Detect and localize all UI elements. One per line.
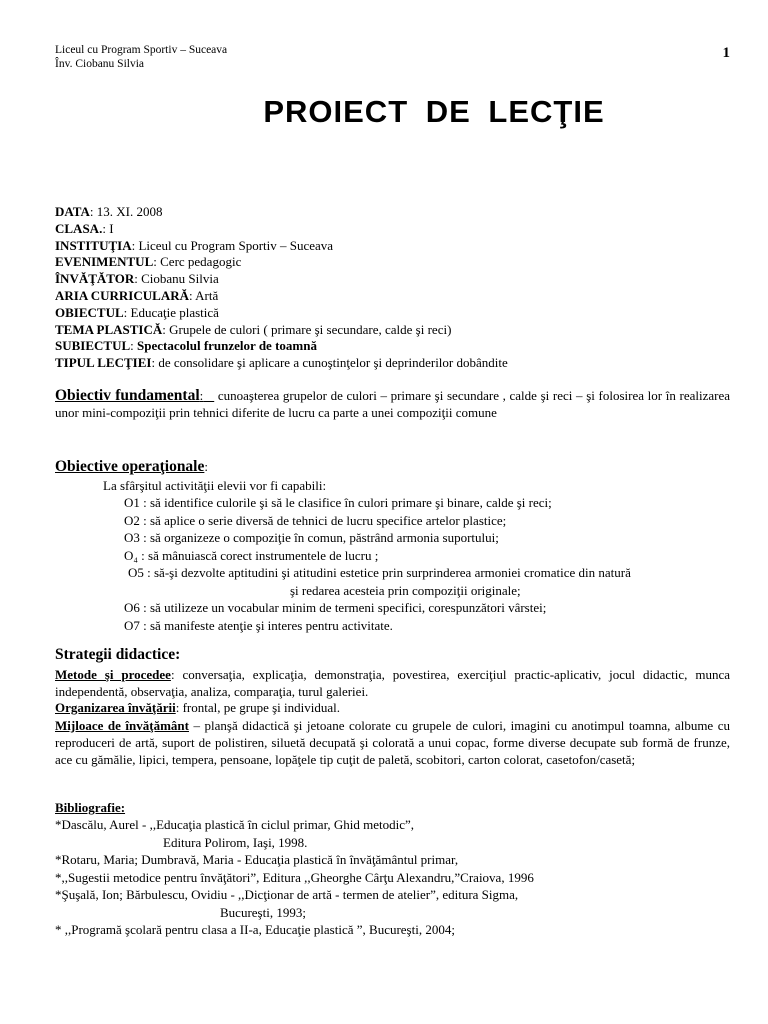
bibliography-entry: *Dascălu, Aurel - ,,Educaţia plastică în ciclul primar, Ghid metodic”, <box>55 817 415 832</box>
bibliography-entry: Editura Polirom, Iaşi, 1998. <box>163 834 308 850</box>
info-sep: : <box>188 287 196 303</box>
info-value: Artă <box>195 287 219 303</box>
list-item: şi redarea acesteia prin compoziţii originale; <box>290 582 521 598</box>
info-row <box>55 238 730 255</box>
organization-paragraph <box>55 700 730 716</box>
strategies-section <box>55 646 730 664</box>
list-item: O2 : să aplice o serie diversă de tehnici de lucru specifice artelor plastice; <box>124 512 507 528</box>
fundamental-objective <box>55 387 730 421</box>
info-value: de consolidare şi aplicare a cunoştinţelor şi deprinderilor dobândite <box>158 355 508 371</box>
methods-text: : conversaţia, explicaţia, demonstraţia, povestirea, exerciţiul practic-aplicativ, jocul didactic, munca independentă, observaţia, analiza, comparaţia, turul galeriei. <box>55 667 730 699</box>
info-label: SUBIECTUL <box>55 338 131 354</box>
info-row <box>55 338 730 355</box>
info-sep: : <box>89 204 97 219</box>
info-row <box>55 305 730 322</box>
info-value: Ciobanu Silvia <box>141 271 219 287</box>
fundamental-heading: Obiectiv fundamental <box>55 387 200 404</box>
info-sep: : <box>130 338 138 354</box>
bibliography-entry: *,,Sugestii metodice pentru învăţători”, Editura ,,Gheorghe Cârţu Alexandru,”Craiova, 1996 <box>55 869 534 885</box>
list-item: O₄ : să mânuiască corect instrumentele de lucru ; <box>124 547 379 563</box>
page-number: 1 <box>722 45 730 61</box>
info-sep: : <box>153 254 161 270</box>
info-row <box>55 271 730 288</box>
info-row <box>55 221 730 238</box>
info-label: ARIA CURRICULARĂ <box>55 287 189 303</box>
info-sep: : <box>123 304 131 320</box>
info-value: Educaţie plastică <box>130 304 219 320</box>
info-label: TEMA PLASTICĂ <box>55 321 163 337</box>
strategies-heading: Strategii didactice: <box>55 646 181 663</box>
fundamental-colon: : <box>199 388 204 403</box>
list-item: O6 : să utilizeze un vocabular minim de termeni specifici, corespunzători vârstei; <box>124 600 547 615</box>
means-label: Mijloace de învăţământ <box>55 718 189 733</box>
info-value: 13. XI. 2008 <box>96 204 163 219</box>
bibliography-entry: *Şuşală, Ion; Bărbulescu, Ovidiu - ,,Dicţionar de artă - termen de atelier”, editura Sigma, <box>55 887 519 902</box>
means-text: – planşă didactică şi jetoane colorate cu grupele de culori, imagini cu anotimpul toamna, albume cu reproduceri de artă, suport de polistiren, siluetă decupată şi colorată a unui copac, forme diverse decupate sub formă de frunze, ace cu gămălie, lipici, tempera, pensoane, lopăţele tip cuţit de paletă, scobitori, carton colorat, casetofon/casetă; <box>55 718 730 767</box>
operational-intro: La sfârşitul activităţii elevii vor fi capabili: <box>103 478 327 493</box>
lesson-info <box>55 204 730 372</box>
bibliography-entry: *Rotaru, Maria; Dumbravă, Maria - Educaţia plastică în învăţământul primar, <box>55 852 459 867</box>
info-value: Spectacolul frunzelor de toamnă <box>137 338 317 354</box>
bibliography-section <box>55 800 730 816</box>
list-item: O7 : să manifeste atenţie şi interes pentru activitate. <box>124 617 393 633</box>
header-school: Liceul cu Program Sportiv – Suceava <box>55 44 228 56</box>
info-sep: : <box>151 355 159 371</box>
organization-text: : frontal, pe grupe şi individual. <box>175 700 340 715</box>
info-sep: : <box>134 271 142 287</box>
info-sep: : <box>162 321 170 337</box>
info-sep: : <box>102 220 110 236</box>
header-teacher: Înv. Ciobanu Silvia <box>55 58 145 70</box>
list-item: O1 : să identifice culorile şi să le clasifice în culori primare şi binare, calde şi reci; <box>124 495 552 510</box>
page-title: PROIECT DE LECŢIE <box>263 94 605 129</box>
info-label: EVENIMENTUL <box>55 254 154 270</box>
info-label: CLASA. <box>55 220 103 236</box>
methods-paragraph <box>55 666 730 700</box>
bibliography-heading: Bibliografie: <box>55 800 126 815</box>
info-row <box>55 322 730 339</box>
operational-heading-line <box>55 458 730 476</box>
info-label: DATA <box>55 204 90 219</box>
info-value: Liceul cu Program Sportiv – Suceava <box>138 237 334 253</box>
list-item: O3 : să organizeze o compoziţie în comun, păstrând armonia suportului; <box>124 530 499 545</box>
info-value: I <box>109 220 114 236</box>
info-sep: : <box>131 237 139 253</box>
info-label: ÎNVĂŢĂTOR <box>55 271 135 287</box>
operational-list <box>124 494 631 634</box>
operational-colon: : <box>204 459 208 474</box>
operational-heading: Obiective operaţionale <box>55 458 205 475</box>
bibliography-entry: * ,,Programă şcolară pentru clasa a II-a, Educaţie plastică ”, Bucureşti, 2004; <box>55 922 455 937</box>
fundamental-text: cunoaşterea grupelor de culori – primare şi secundare , calde şi reci – şi folosirea lor în realizarea unor mini-compoziţii prin tehnici diferite de lucru ca parte a unei compoziţii comune <box>55 388 730 420</box>
info-label: TIPUL LECŢIEI <box>55 355 152 371</box>
bibliography-entry: Bucureşti, 1993; <box>220 904 306 920</box>
info-value: Cerc pedagogic <box>160 254 242 270</box>
list-item: O5 : să-şi dezvolte aptitudini şi atitudini estetice prin surprinderea armoniei cromatice din natură <box>128 565 631 580</box>
means-paragraph <box>55 717 730 768</box>
info-row <box>55 288 730 305</box>
info-value: Grupele de culori ( primare şi secundare, calde şi reci) <box>169 321 452 337</box>
info-label: INSTITUŢIA <box>55 237 132 253</box>
info-row <box>55 355 730 372</box>
info-row <box>55 204 730 221</box>
info-label: OBIECTUL <box>55 304 124 320</box>
bibliography-list <box>55 816 730 939</box>
organization-label: Organizarea învăţării <box>55 700 176 715</box>
info-row <box>55 254 730 271</box>
methods-label: Metode şi procedee <box>55 667 171 682</box>
